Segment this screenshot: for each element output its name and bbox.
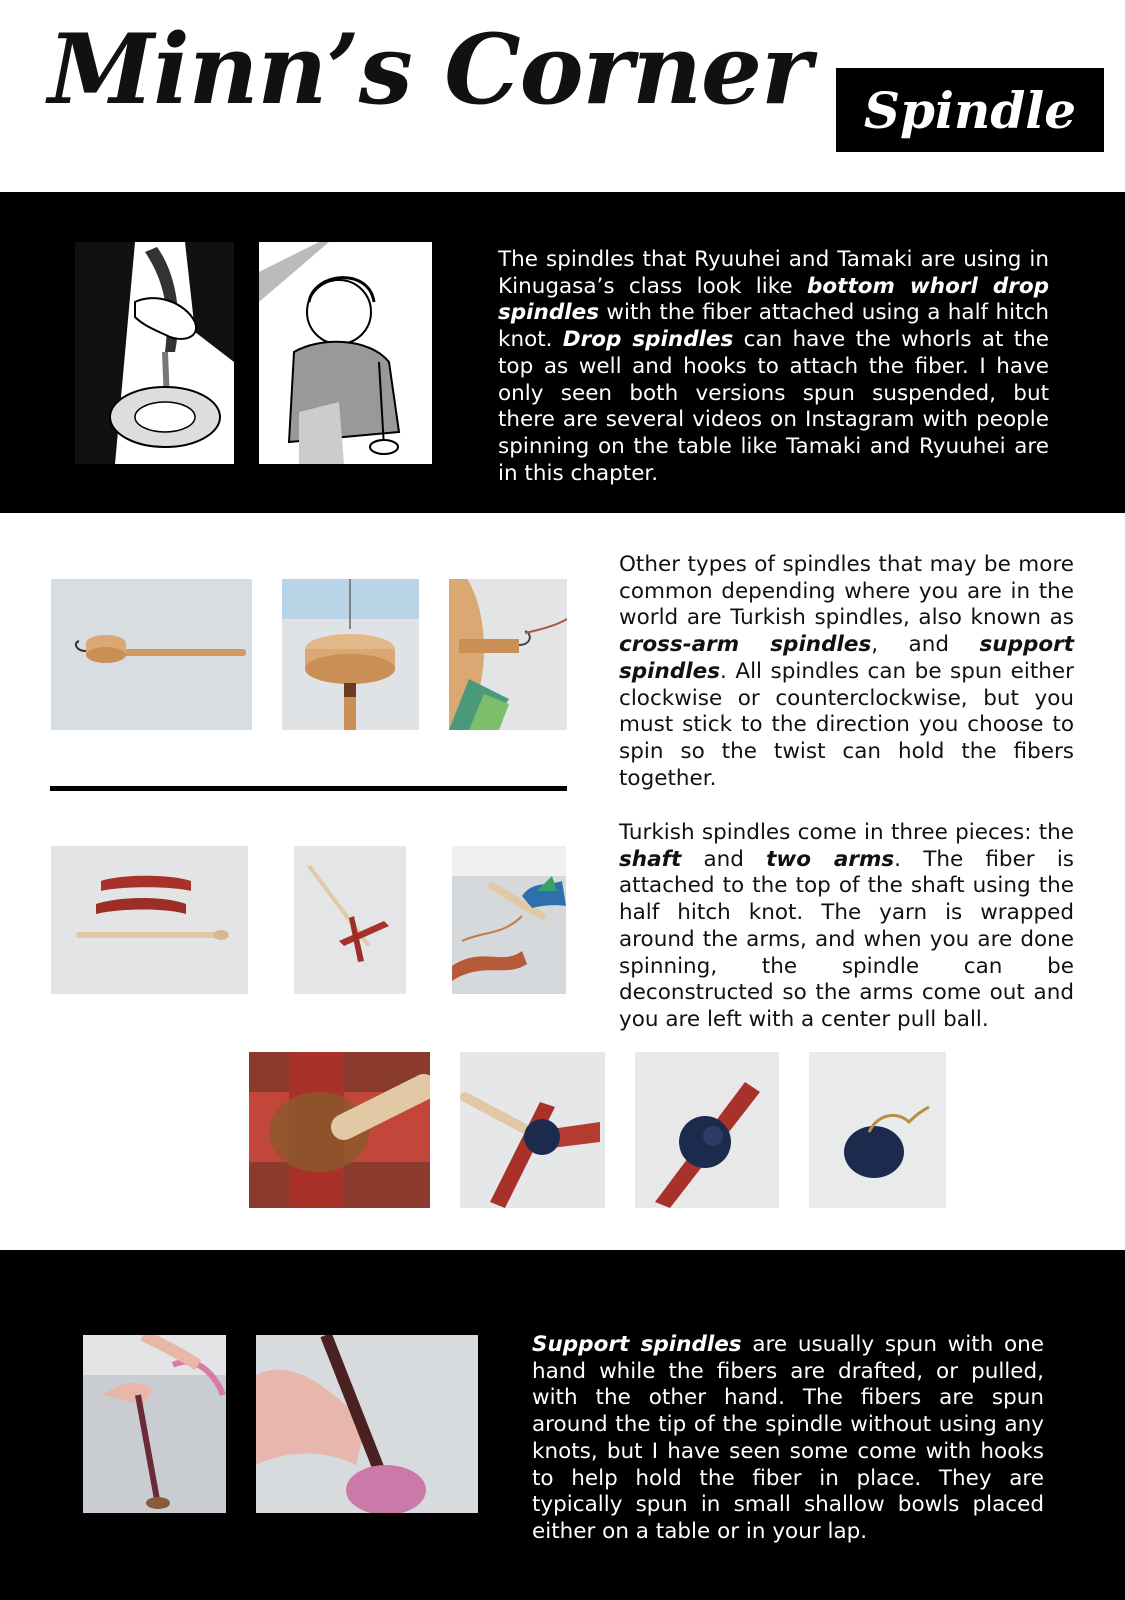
yarn-wrap-stage2-photo — [460, 1052, 605, 1208]
manga-panel-student-image — [259, 242, 432, 464]
intro-paragraph — [498, 247, 1049, 487]
support-spindle-photo-1 — [83, 1335, 226, 1513]
turkish-text-2: and — [681, 846, 767, 872]
intro-text-2: with the fiber attached using a half hitch knot. — [498, 300, 1049, 353]
drop-spindle-photo-3 — [449, 579, 567, 730]
turkish-text-3: . The fiber is attached to the top of the shaft using the half hitch knot. The yarn is wrapped around the arms, and when you are done spinning, the spindle can be deconstructed so the arms come out and you are left with a center pull ball. — [619, 846, 1074, 1032]
types-emph-1: cross-arm spindles — [619, 632, 872, 658]
turkish-assembled-photo — [294, 846, 406, 994]
turkish-emph-2: two arms — [766, 846, 895, 872]
support-emph-1: Support spindles — [532, 1332, 742, 1357]
turkish-emph-1: shaft — [619, 846, 682, 872]
intro-text-3: can have the whorls at the top as well and hooks to attach the fiber. I have only seen both versions spun suspended, but there are several videos on Instagram with people spinning on the table like Tamaki and Ryuuhei are in this chapter. — [498, 327, 1049, 486]
yarn-wrap-closeup-photo — [249, 1052, 430, 1208]
turkish-paragraph — [619, 820, 1074, 1034]
types-emph-2: support spindles — [619, 632, 1075, 684]
turkish-text-1: Turkish spindles come in three pieces: the — [619, 820, 1074, 845]
turkish-pieces-photo — [51, 846, 248, 994]
page-title: Minn’s Corner — [48, 13, 811, 126]
intro-text-1: The spindles that Ryuuhei and Tamaki are using in Kinugasa’s class look like — [498, 247, 1049, 299]
yarn-wrap-stage3-photo — [635, 1052, 779, 1208]
center-pull-ball-photo — [809, 1052, 946, 1208]
types-text-2: , and — [871, 632, 980, 658]
drop-spindle-photo-2 — [282, 579, 419, 730]
drop-spindle-photo-1 — [51, 579, 252, 730]
manga-panel-hands-image — [75, 242, 234, 464]
types-paragraph — [619, 552, 1074, 792]
support-spindle-photo-2 — [256, 1335, 478, 1513]
support-paragraph — [532, 1332, 1044, 1546]
support-text-1: are usually spun with one hand while the fibers are drafted, or pulled, with the other hand. The fibers are spun around the tip of the spindle without using any knots, but I have seen some come with hooks to help hold the fiber in place. They are typically spun in small shallow bowls placed either on a table or in your lap. — [532, 1332, 1045, 1544]
types-text-3: . All spindles can be spun either clockwise or counterclockwise, but you must stick to the direction you choose to spin so the twist can hold the fibers together. — [619, 658, 1074, 791]
intro-emph-2: Drop spindles — [562, 327, 734, 353]
topic-badge: Spindle — [836, 68, 1104, 152]
intro-emph-1: bottom whorl drop spindles — [498, 273, 1049, 326]
turkish-spinning-photo — [452, 846, 566, 994]
types-text-1: Other types of spindles that may be more common depending where you are in the world are Turkish spindles, also known as — [619, 552, 1074, 631]
section-divider — [50, 786, 567, 791]
